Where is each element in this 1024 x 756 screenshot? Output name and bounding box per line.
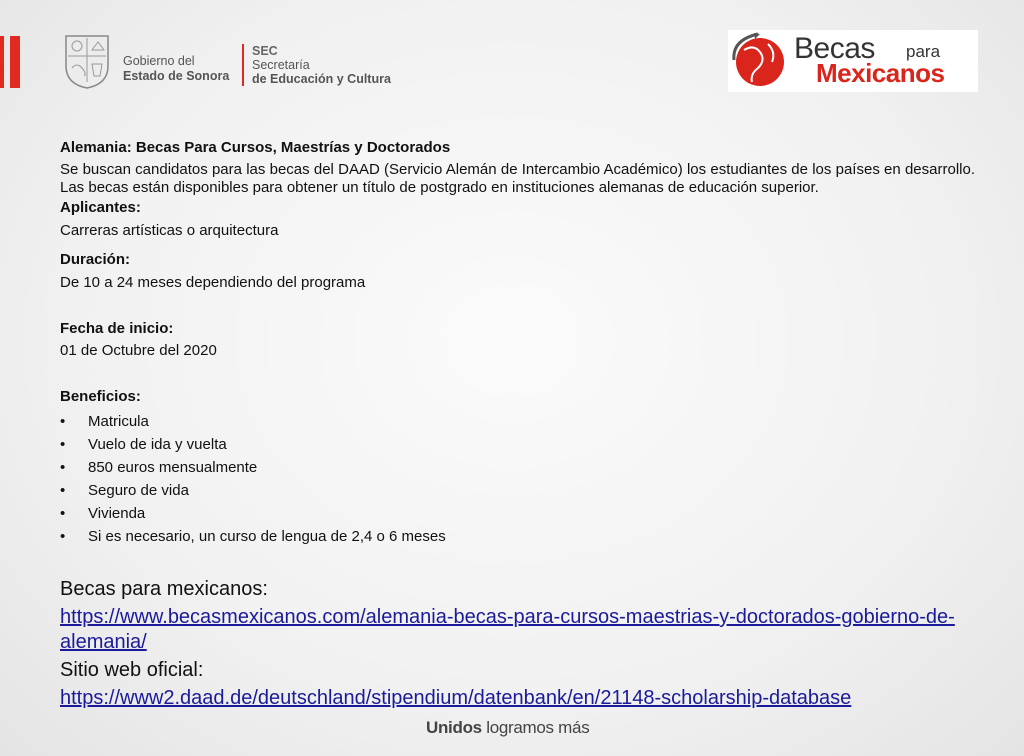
start-date-heading: Fecha de inicio:: [60, 320, 174, 337]
becas-mexicanos-link[interactable]: https://www.becasmexicanos.com/alemania-becas-para-cursos-maestrias-y-doctorados-gobierno-de-alemania/: [60, 606, 955, 653]
accent-bar-left: [0, 36, 4, 88]
becas-para-mexicanos-logo: [728, 30, 978, 92]
list-item: • Si es necesario, un curso de lengua de 2,4 o 6 meses: [60, 525, 975, 548]
sec-divider: [242, 44, 244, 86]
daad-official-link[interactable]: https://www2.daad.de/deutschland/stipendium/datenbank/en/21148-scholarship-database: [60, 687, 852, 709]
sec-abbr: SEC: [252, 44, 278, 58]
duration-text: De 10 a 24 meses dependiendo del programa: [60, 274, 366, 291]
gov-line2: Estado de Sonora: [123, 69, 230, 83]
slogan-bold: Unidos: [426, 718, 482, 737]
sec-line1: Secretaría: [252, 58, 310, 72]
becas-link-label: Becas para mexicanos:: [60, 578, 268, 600]
para-word: para: [906, 42, 941, 61]
duration-heading: Duración:: [60, 251, 131, 268]
sonora-seal-icon: [62, 32, 112, 90]
scholarship-content: [60, 139, 975, 548]
gov-line1: Gobierno del: [123, 54, 195, 68]
gobierno-sonora-logo: [123, 54, 229, 84]
benefits-list: [60, 410, 975, 548]
mexicanos-word: Mexicanos: [816, 58, 945, 88]
official-site-label: Sitio web oficial:: [60, 659, 204, 681]
sec-line2: de Educación y Cultura: [252, 72, 391, 86]
benefits-heading: Beneficios:: [60, 388, 141, 405]
accent-bar: [10, 36, 20, 88]
list-item: • Vuelo de ida y vuelta: [60, 433, 975, 456]
list-item: • Matricula: [60, 410, 975, 433]
slogan-rest: logramos más: [481, 718, 590, 737]
links-section: [60, 577, 990, 711]
list-item: • Seguro de vida: [60, 479, 975, 502]
list-item: • Vivienda: [60, 502, 975, 525]
start-date-text: 01 de Octubre del 2020: [60, 342, 217, 359]
applicants-heading: Aplicantes:: [60, 199, 141, 216]
list-item: • 850 euros mensualmente: [60, 456, 975, 479]
becas-word: Becas: [794, 32, 875, 65]
applicants-text: Carreras artísticas o arquitectura: [60, 222, 279, 239]
scholarship-title: Alemania: Becas Para Cursos, Maestrías y Doctorados: [60, 139, 451, 156]
sec-logo: [252, 44, 391, 86]
footer-slogan: [426, 718, 589, 738]
globe-icon: [728, 30, 798, 92]
scholarship-description: Se buscan candidatos para las becas del DAAD (Servicio Alemán de Intercambio Académico) los estudiantes de los países en desarrollo. Las becas están disponibles para obtener un título de postgrado en instituciones alemanas de educación superior.: [60, 161, 975, 196]
